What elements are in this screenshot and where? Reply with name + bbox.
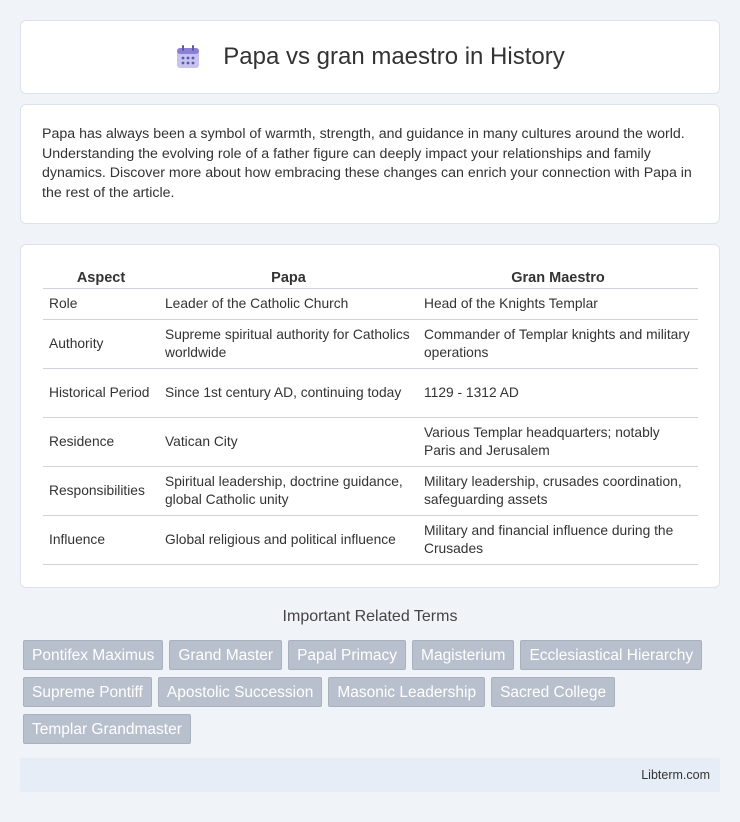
table-cell: Responsibilities (43, 467, 159, 516)
table-row (43, 289, 698, 320)
column-header: Gran Maestro (418, 265, 698, 289)
table-cell: Leader of the Catholic Church (159, 289, 418, 320)
table-cell: Role (43, 289, 159, 320)
footer-site-link[interactable]: Libterm.com (641, 768, 710, 782)
related-term-tag[interactable]: Magisterium (412, 640, 514, 670)
table-row (43, 467, 698, 516)
table-cell: Head of the Knights Templar (418, 289, 698, 320)
table-row (43, 418, 698, 467)
related-term-tag[interactable]: Pontifex Maximus (23, 640, 163, 670)
table-cell: 1129 - 1312 AD (418, 369, 698, 418)
table-cell: Military leadership, crusades coordination, safeguarding assets (418, 467, 698, 516)
related-term-tag[interactable]: Apostolic Succession (158, 677, 322, 707)
table-cell: Global religious and political influence (159, 516, 418, 565)
related-term-tag[interactable]: Papal Primacy (288, 640, 406, 670)
footer (20, 758, 720, 792)
table-cell: Vatican City (159, 418, 418, 467)
table-header-row (43, 265, 698, 289)
column-header: Aspect (43, 265, 159, 289)
table-cell: Military and financial influence during the Crusades (418, 516, 698, 565)
table-cell: Supreme spiritual authority for Catholics worldwide (159, 320, 418, 369)
related-terms-list (23, 640, 723, 751)
comparison-card (20, 244, 720, 588)
calendar-grid-icon (175, 44, 201, 70)
related-terms-title: Important Related Terms (282, 608, 458, 625)
table-cell: Authority (43, 320, 159, 369)
page-header (20, 20, 720, 94)
table-cell: Commander of Templar knights and military operations (418, 320, 698, 369)
table-row (43, 516, 698, 565)
table-cell: Since 1st century AD, continuing today (159, 369, 418, 418)
table-row (43, 369, 698, 418)
related-term-tag[interactable]: Masonic Leadership (328, 677, 485, 707)
intro-text: Papa has always been a symbol of warmth, strength, and guidance in many cultures around the world. Understanding the evolving role of a father figure can deeply impact your relationships and family dynamics. Discover more about how embracing these changes can enrich your connection with Papa in the rest of the article. (42, 126, 692, 201)
related-term-tag[interactable]: Grand Master (169, 640, 282, 670)
table-row (43, 320, 698, 369)
related-term-tag[interactable]: Templar Grandmaster (23, 714, 191, 744)
table-cell: Influence (43, 516, 159, 565)
table-cell: Spiritual leadership, doctrine guidance, global Catholic unity (159, 467, 418, 516)
related-term-tag[interactable]: Supreme Pontiff (23, 677, 152, 707)
related-term-tag[interactable]: Ecclesiastical Hierarchy (520, 640, 702, 670)
intro-card (20, 104, 720, 224)
page-title: Papa vs gran maestro in History (223, 43, 565, 70)
table-cell: Various Templar headquarters; notably Paris and Jerusalem (418, 418, 698, 467)
comparison-table (43, 265, 698, 565)
table-cell: Historical Period (43, 369, 159, 418)
related-term-tag[interactable]: Sacred College (491, 677, 615, 707)
column-header: Papa (159, 265, 418, 289)
table-cell: Residence (43, 418, 159, 467)
